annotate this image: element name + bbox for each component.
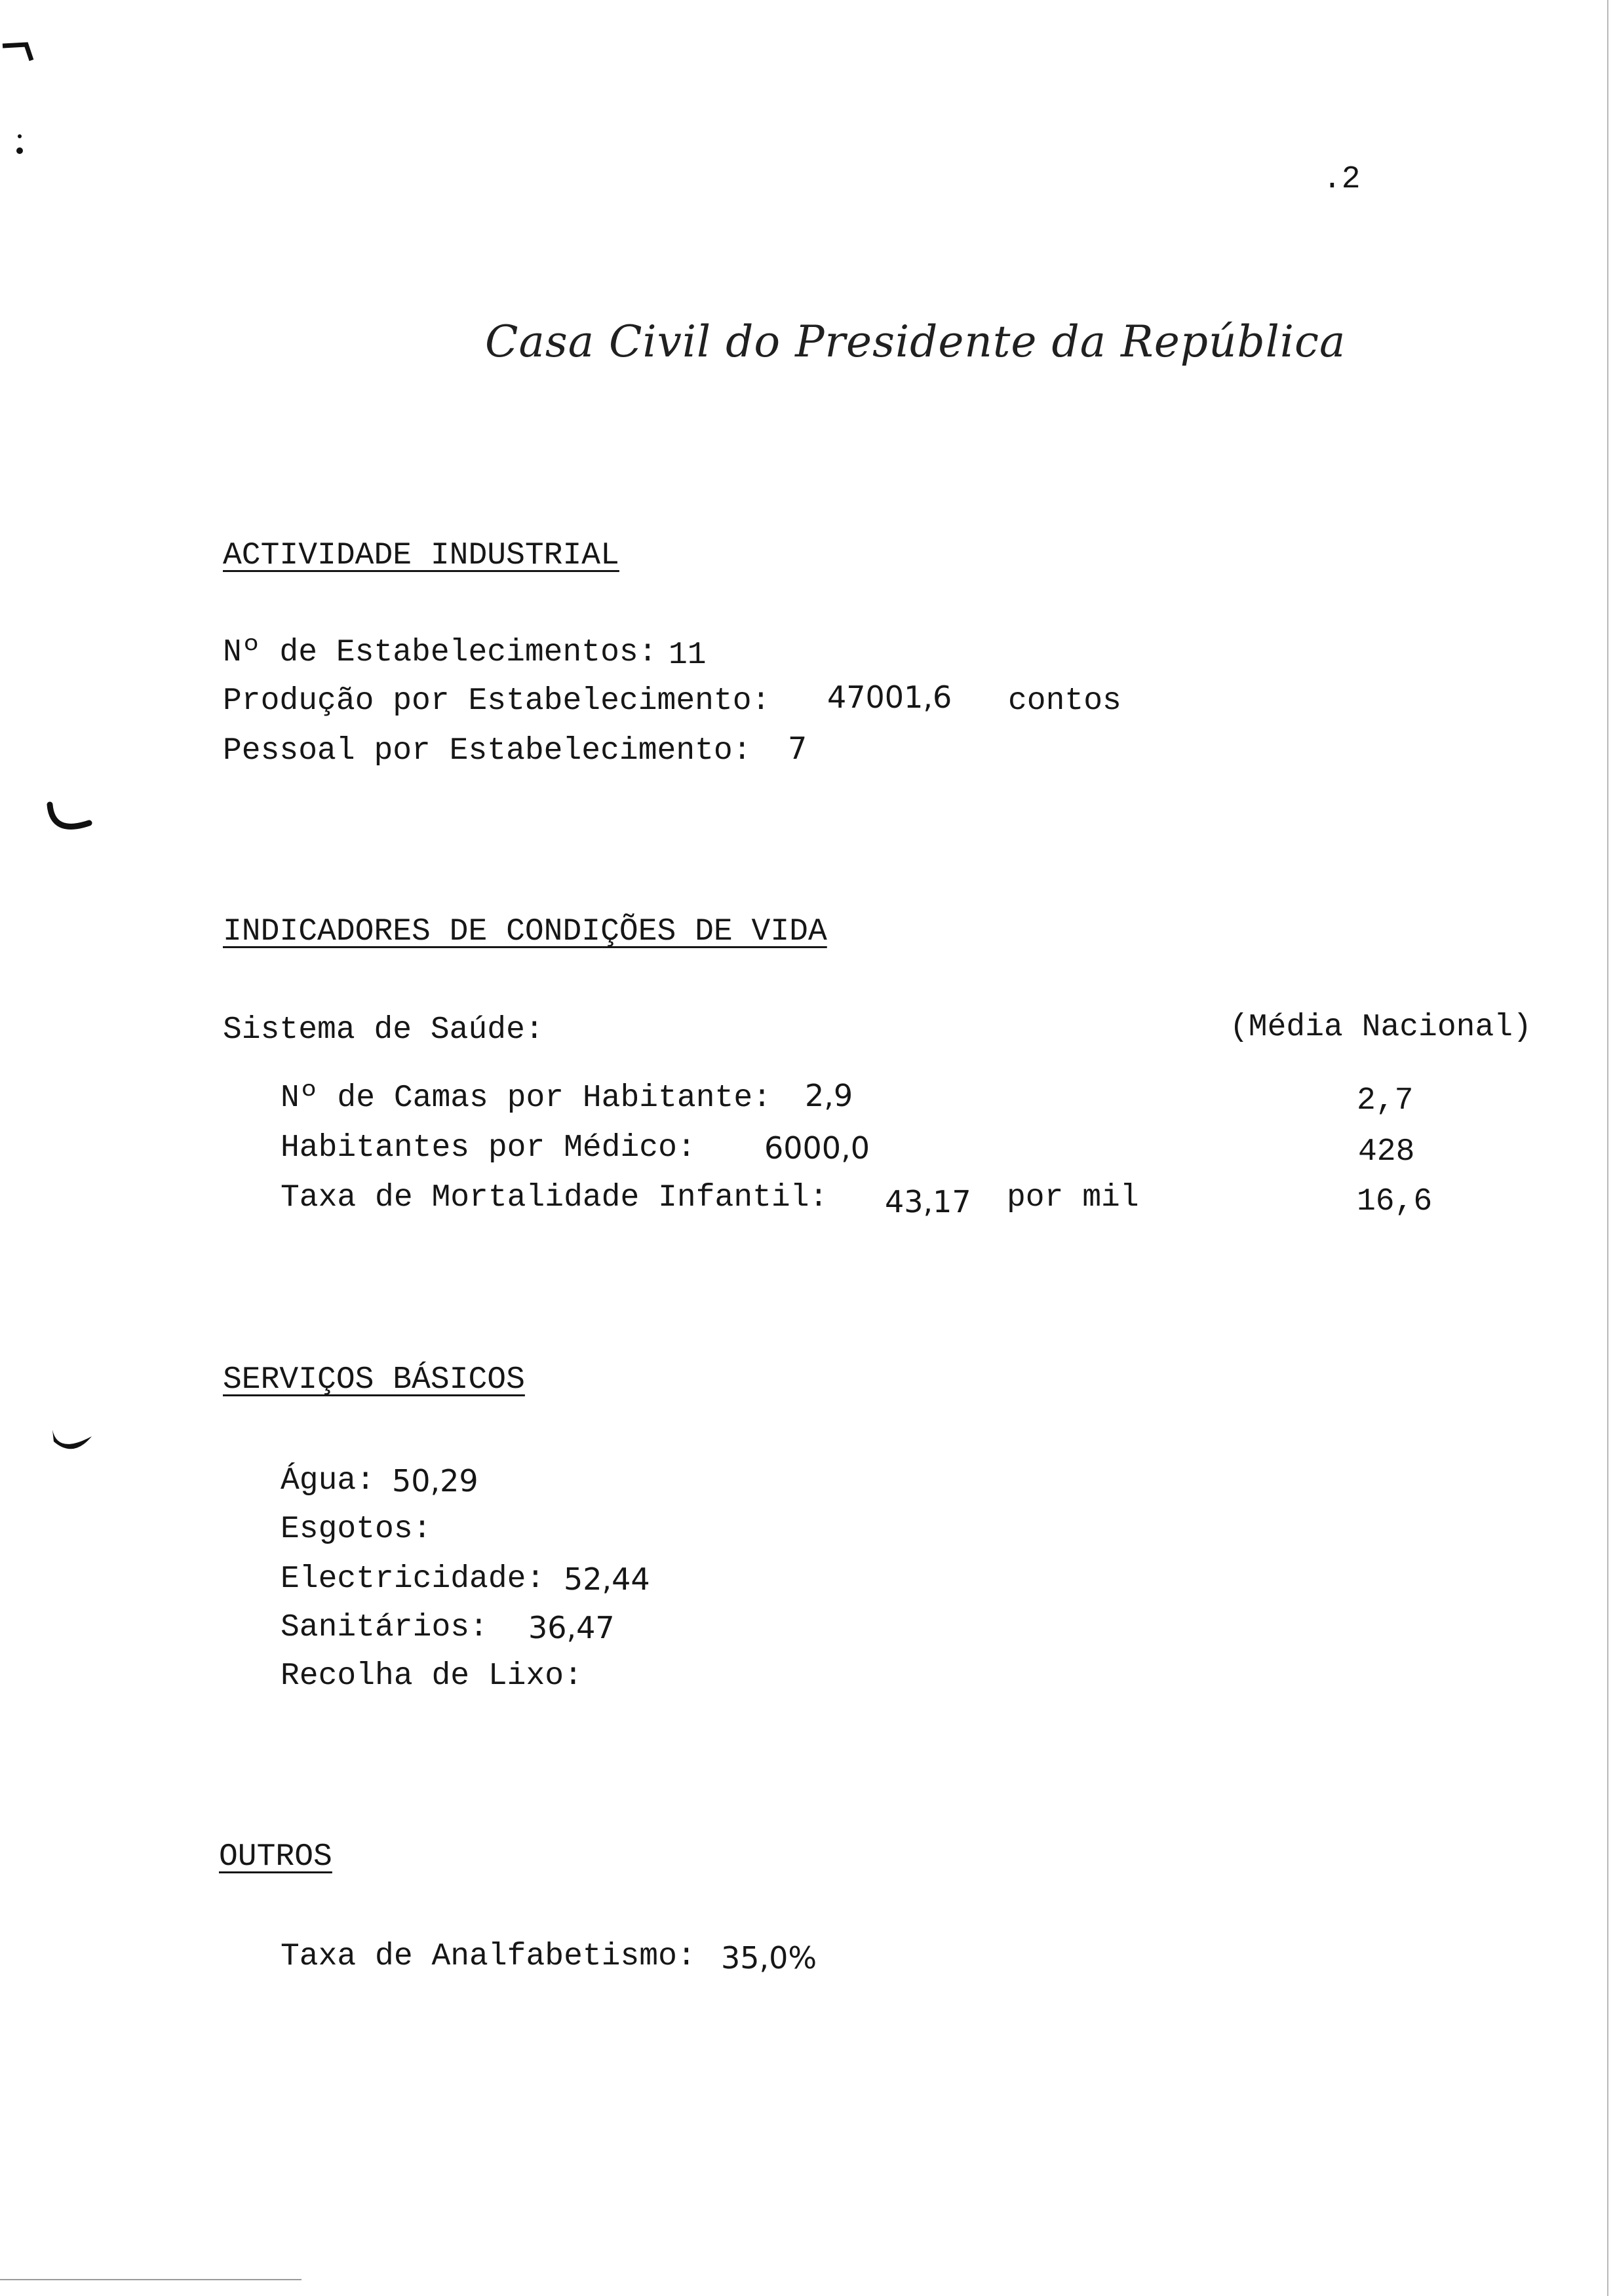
infant-mortality-national: 16,6 [1357, 1184, 1433, 1219]
beds-per-inhabitant-value: 2,9 [805, 1078, 853, 1113]
illiteracy-rate-value: 35,0% [721, 1940, 817, 1976]
beds-per-inhabitant-national: 2,7 [1357, 1083, 1414, 1119]
inhabitants-per-doctor-value: 6000,0 [764, 1130, 870, 1166]
binder-hole-mark-top [0, 26, 46, 157]
inhabitants-per-doctor-national: 428 [1358, 1134, 1415, 1170]
illiteracy-rate-label: Taxa de Analfabetismo: [281, 1939, 696, 1974]
sewage-label: Esgotos: [281, 1512, 432, 1547]
page-number: .2 [1323, 162, 1361, 197]
hole-punch-mark [47, 1422, 100, 1468]
establishments-value: 11 [669, 638, 707, 673]
section-heading-others: OUTROS [219, 1839, 332, 1875]
section-heading-basic-services: SERVIÇOS BÁSICOS [223, 1362, 525, 1398]
production-value: 47001,6 [827, 679, 952, 715]
infant-mortality-label: Taxa de Mortalidade Infantil: [281, 1180, 828, 1215]
garbage-collection-label: Recolha de Lixo: [281, 1658, 583, 1694]
scan-edge-bottom [0, 2279, 302, 2280]
letterhead: Casa Civil do Presidente da República [485, 316, 1346, 367]
section-heading-living-conditions: INDICADORES DE CONDIÇÕES DE VIDA [223, 914, 827, 949]
national-average-label: (Média Nacional) [1230, 1010, 1532, 1045]
production-unit: contos [1008, 683, 1121, 719]
water-label: Água: [281, 1463, 376, 1499]
scan-edge-right [1607, 0, 1608, 2296]
sanitation-label: Sanitários: [281, 1610, 488, 1645]
staff-value: 7 [788, 731, 808, 766]
sanitation-value: 36,47 [528, 1610, 615, 1645]
establishments-label: Nº de Estabelecimentos: [223, 635, 657, 670]
electricity-value: 52,44 [564, 1561, 650, 1597]
section-heading-industrial: ACTIVIDADE INDUSTRIAL [223, 538, 619, 573]
electricity-label: Electricidade: [281, 1561, 545, 1597]
beds-per-inhabitant-label: Nº de Camas por Habitante: [281, 1081, 771, 1116]
health-system-label: Sistema de Saúde: [223, 1012, 544, 1048]
infant-mortality-value: 43,17 [885, 1184, 971, 1219]
hole-punch-mark [46, 799, 98, 845]
staff-label: Pessoal por Estabelecimento: [223, 733, 752, 769]
inhabitants-per-doctor-label: Habitantes por Médico: [281, 1130, 696, 1166]
infant-mortality-unit: por mil [1007, 1180, 1139, 1215]
water-value: 50,29 [392, 1463, 478, 1499]
production-label: Produção por Estabelecimento: [223, 683, 771, 719]
